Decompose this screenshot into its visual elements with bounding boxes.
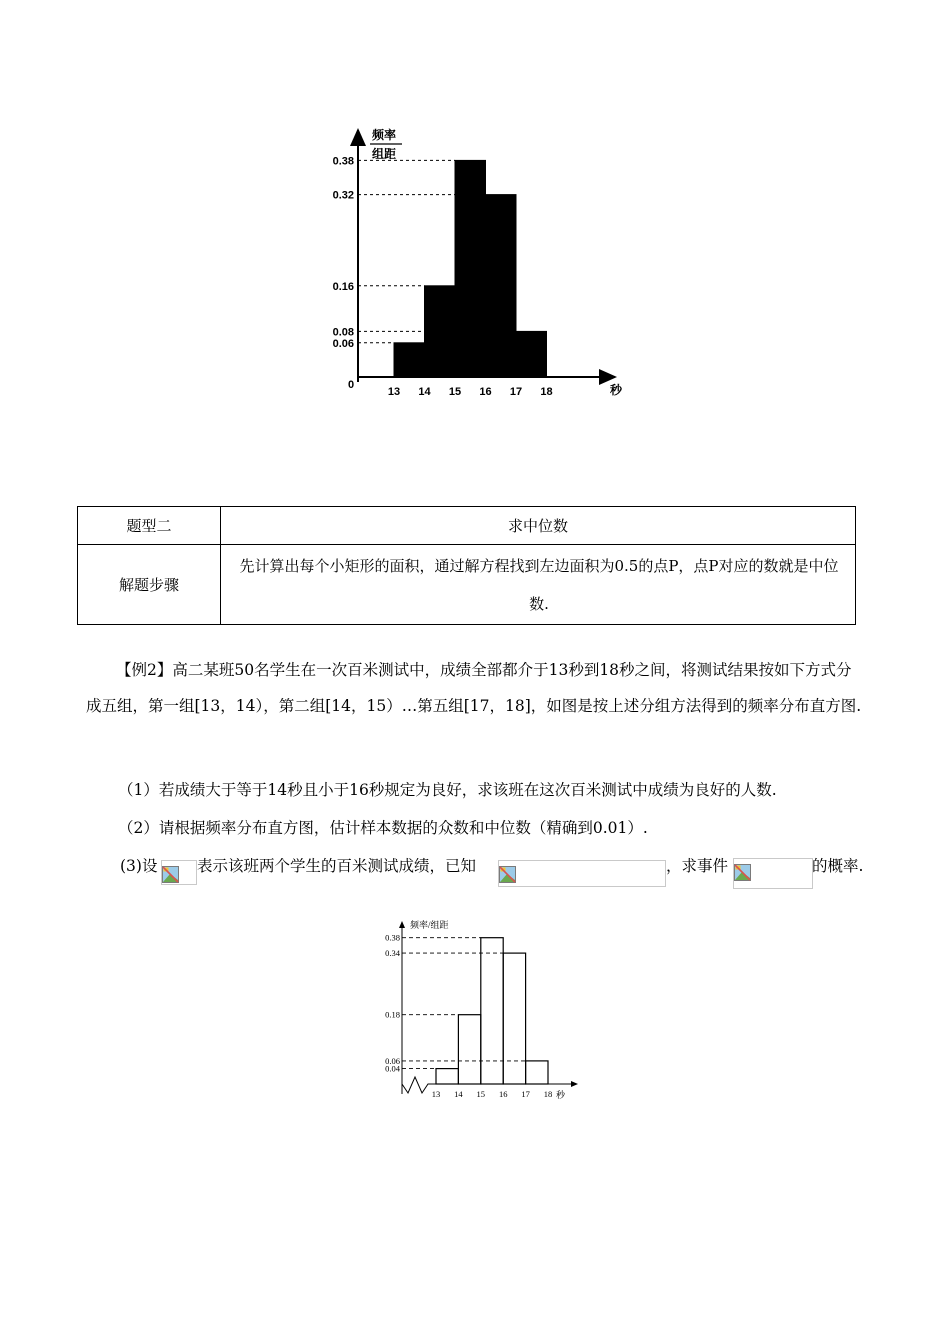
histogram-bar — [455, 160, 486, 377]
x-tick-label: 17 — [521, 1089, 530, 1099]
origin-label: 0 — [348, 379, 355, 391]
histogram-bar — [394, 343, 425, 377]
x-axis-label: 秒 — [610, 383, 623, 397]
y-tick-label: 0.16 — [332, 280, 354, 293]
y-tick-label: 0.34 — [385, 948, 400, 959]
histogram-bar — [481, 938, 503, 1084]
question-3-part-d: 的概率. — [812, 857, 864, 875]
table-cell-topic: 求中位数 — [221, 507, 856, 545]
y-label-bottom: 组距 — [372, 147, 397, 161]
table-cell-steps: 先计算出每个小矩形的面积，通过解方程找到左边面积为0.5的点P，点P对应的数就是中位数. — [239, 556, 839, 613]
y-tick-label: 0.06 — [332, 337, 354, 350]
formula-image-placeholder — [733, 858, 813, 889]
x-tick-label: 13 — [431, 1089, 441, 1099]
histogram-chart-2 — [370, 912, 590, 1102]
histogram-chart-1 — [310, 120, 640, 410]
x-tick-label: 16 — [479, 386, 492, 398]
y-tick-label: 0.08 — [332, 326, 354, 339]
x-tick-label: 16 — [498, 1089, 508, 1099]
x-axis-label: 秒 — [556, 1090, 566, 1100]
method-table — [77, 506, 856, 625]
y-axis-label: 频率/组距 — [410, 920, 449, 930]
example-paragraph — [86, 652, 866, 724]
question-3-part-c: ，求事件 — [666, 857, 729, 875]
formula-image-placeholder — [498, 860, 666, 887]
y-tick-label: 0.18 — [385, 1009, 400, 1020]
y-tick-label: 0.06 — [385, 1055, 400, 1066]
histogram-bar — [458, 1015, 480, 1084]
y-tick-label: 0.04 — [385, 1063, 400, 1074]
x-tick-label: 15 — [448, 386, 462, 398]
histogram-bar — [425, 286, 456, 377]
x-tick-label: 13 — [387, 386, 401, 398]
x-tick-label: 17 — [509, 386, 523, 398]
example-text: 高二某班50名学生在一次百米测试中，成绩全部都介于13秒到18秒之间，将测试结果按如下方式分成五组，第一组[13，14），第二组[14，15）…第五组[17，18]，如图是按上述分组方法得到的频率分布直方图. — [86, 661, 862, 715]
question-3-part-b: 表示该班两个学生的百米测试成绩，已知 — [197, 857, 477, 875]
y-tick-label: 0.38 — [385, 932, 400, 943]
histogram-bar — [486, 195, 517, 377]
question-1: （1）若成绩大于等于14秒且小于16秒规定为良好，求该班在这次百米测试中成绩为良好的人数. — [118, 781, 777, 799]
table-cell-type: 题型二 — [78, 507, 221, 545]
x-tick-label: 14 — [418, 386, 431, 398]
histogram-bar — [516, 331, 547, 377]
x-tick-label: 14 — [454, 1089, 463, 1099]
histogram-bar — [436, 1069, 458, 1084]
formula-image-placeholder — [161, 860, 197, 885]
y-label-top: 频率 — [372, 128, 397, 142]
broken-image-icon — [162, 866, 179, 883]
axis-break-mark — [402, 1077, 432, 1093]
question-2: （2）请根据频率分布直方图，估计样本数据的众数和中位数（精确到0.01）. — [118, 819, 648, 837]
histogram-bar — [503, 953, 525, 1084]
x-tick-label: 15 — [476, 1089, 486, 1099]
question-3-part-a: (3)设 — [120, 857, 158, 875]
broken-image-icon — [734, 864, 751, 881]
y-tick-label: 0.32 — [332, 189, 354, 202]
histogram-bar — [526, 1061, 548, 1084]
x-tick-label: 18 — [540, 386, 553, 398]
example-tag: 【例2】 — [116, 661, 173, 679]
y-tick-label: 0.38 — [332, 155, 354, 168]
x-tick-label: 18 — [543, 1089, 553, 1099]
table-cell-steps-label: 解题步骤 — [78, 545, 221, 625]
broken-image-icon — [499, 866, 516, 883]
